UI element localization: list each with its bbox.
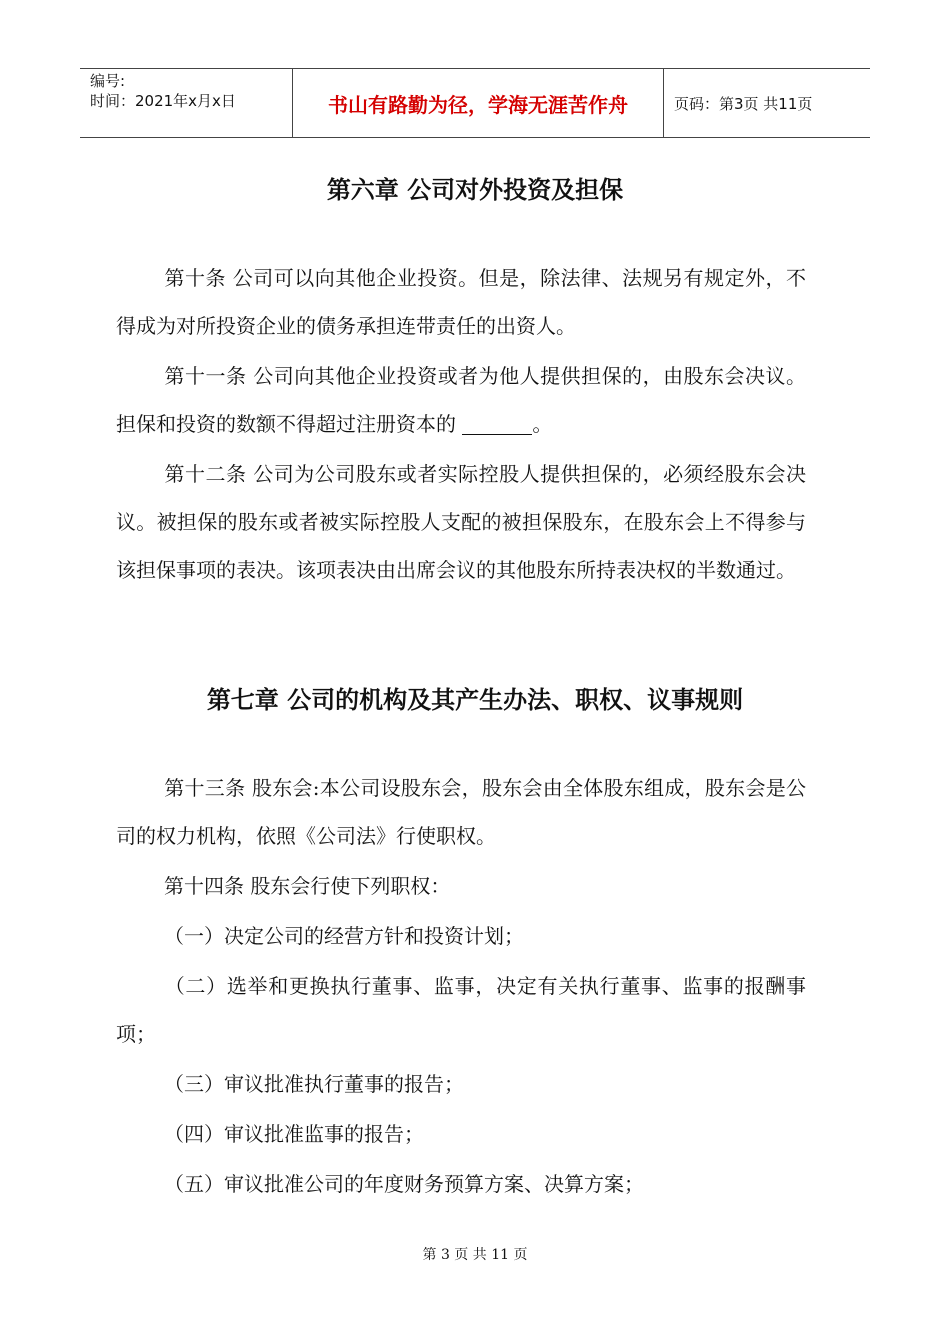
article-10: 第十条 公司可以向其他企业投资。但是，除法律、法规另有规定外，不得成为对所投资企业的债务承担连带责任的出资人。	[116, 266, 806, 338]
time-label: 时间：2021年x月x日	[90, 92, 236, 110]
page-header	[80, 68, 870, 138]
amount-blank	[462, 412, 532, 435]
number-label: 编号:	[90, 72, 126, 90]
list-item-2: （二）选举和更换执行董事、监事，决定有关执行董事、监事的报酬事项；	[116, 974, 806, 1046]
list-item-4: （四）审议批准监事的报告；	[164, 1122, 424, 1146]
list-item-1: （一）决定公司的经营方针和投资计划；	[164, 924, 524, 948]
article-13: 第十三条 股东会:本公司设股东会，股东会由全体股东组成，股东会是公司的权力机构，依照《公司法》行使职权。	[116, 776, 806, 848]
header-motto: 书山有路勤为径，学海无涯苦作舟	[293, 69, 664, 137]
article-12: 第十二条 公司为公司股东或者实际控股人提供担保的，必须经股东会决议。被担保的股东或者被实际控股人支配的被担保股东，在股东会上不得参与该担保事项的表决。该项表决由出席会议的其他股东所持表决权的半数通过。	[116, 462, 806, 582]
article-11: 第十一条 公司向其他企业投资或者为他人提供担保的，由股东会决议。担保和投资的数额不得超过注册资本的 。	[116, 364, 806, 436]
list-item-5: （五）审议批准公司的年度财务预算方案、决算方案；	[164, 1172, 644, 1196]
list-item-3: （三）审议批准执行董事的报告；	[164, 1072, 464, 1096]
chapter7-title: 第七章 公司的机构及其产生办法、职权、议事规则	[206, 686, 744, 714]
header-meta	[80, 69, 293, 137]
chapter6-title: 第六章 公司对外投资及担保	[326, 176, 624, 204]
page-footer: 第 3 页 共 11 页	[422, 1247, 528, 1263]
header-page-info: 页码：第3页 共11页	[674, 94, 813, 113]
article-14: 第十四条 股东会行使下列职权：	[164, 874, 451, 898]
